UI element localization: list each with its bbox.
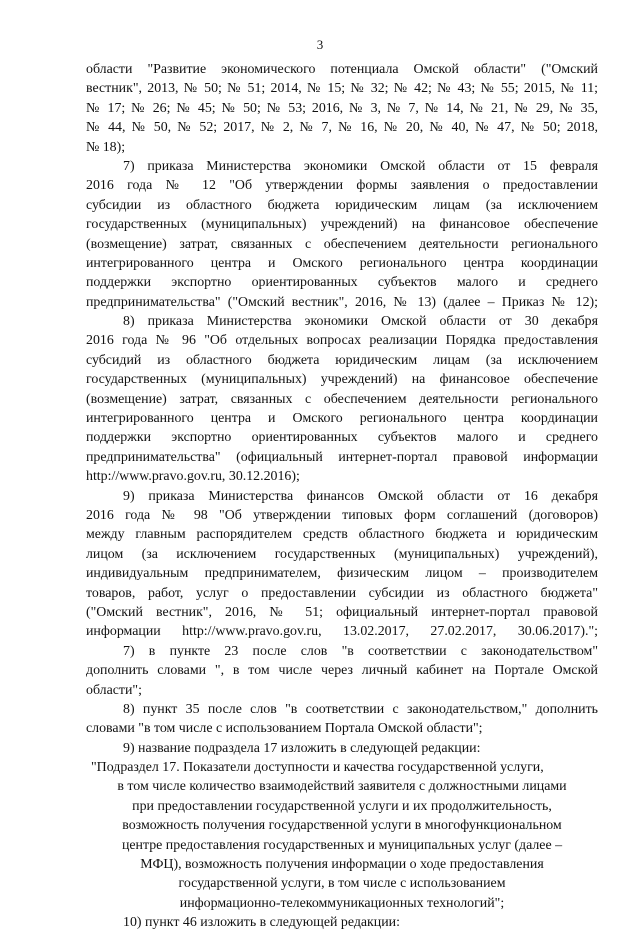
text-line: области "Развитие экономического потенциала Омской области" ("Омский [86,62,598,77]
text-line: интегрированного центра и Омского регионального центра координации [86,411,598,427]
text-line: предпринимательства" (официальный интернет-портал правовой информации [86,449,598,465]
text-line: лицом (за исключением государственных (муниципальных) учреждений), [86,546,598,562]
text-line: государственных (муниципальных) учреждений) на финансовое обеспечение [86,217,598,233]
text-line: возможность получения государственной услуги в многофункциональном [122,818,562,834]
text-line: 7) приказа Министерства экономики Омской области от 15 февраля [123,158,598,174]
text-line: ("Омский вестник", 2016, № 51; официальный интернет-портал правовой [86,604,598,620]
text-line: № 17; № 26; № 45; № 50; № 53; 2016, № 3, № 7, № 14, № 21, № 29, № 35, [86,100,598,116]
document-body [86,60,598,933]
text-line: субсидии из областного бюджета юридическим лицам (за исключением [86,197,598,213]
text-line: вестник", 2013, № 50; № 51; 2014, № 15; № 32; № 42; № 43; № 55; 2015, № 11; [86,81,598,97]
text-line: № 44, № 50, № 52; 2017, № 2, № 7, № 16, № 20, № 40, № 47, № 50; 2018, [86,120,598,136]
text-line: центре предоставления государственных и муниципальных услуг (далее – [121,837,563,853]
text-line: информационно-телекоммуникационных технологий"; [179,895,505,911]
text-line: области"; [86,682,142,698]
text-line: 9) приказа Министерства финансов Омской области от 16 декабря [123,488,598,504]
text-line: 10) пункт 46 изложить в следующей редакции: [123,915,400,931]
text-line: государственных (муниципальных) учреждений) на финансовое обеспечение [86,372,598,388]
text-line: (возмещение) затрат, связанных с обеспечением деятельности регионального [86,391,598,407]
text-line: субсидий из областного бюджета юридическим лицам (за исключением [86,352,598,368]
text-line: 8) приказа Министерства экономики Омской области от 30 декабря [123,314,598,330]
text-line: 2016 года № 12 "Об утверждении формы заявления о предоставлении [86,178,598,194]
text-line: 2016 года № 98 "Об утверждении типовых форм соглашений (договоров) [86,507,598,523]
text-line: http://www.pravo.gov.ru, 30.12.2016); [86,469,300,485]
text-line: 7) в пункте 23 после слов "в соответствии с законодательством" [123,643,598,659]
text-line: индивидуальным предпринимателем, физическим лицом – производителем [86,566,598,582]
text-line: государственной услуги, в том числе с использованием [178,876,506,892]
text-line: (возмещение) затрат, связанных с обеспечением деятельности регионального [86,236,598,252]
page-number: 3 [316,37,324,52]
text-line: 8) пункт 35 после слов "в соответствии с законодательством," дополнить [123,701,598,717]
text-line: между главным распорядителем средств областного бюджета и юридическим [86,527,598,543]
text-line: "Подраздел 17. Показатели доступности и качества государственной услуги, [91,760,544,776]
text-line: МФЦ), возможность получения информации о ходе предоставления [140,857,544,873]
text-line: 9) название подраздела 17 изложить в следующей редакции: [123,740,481,756]
text-line: дополнить словами ", в том числе через личный кабинет на Портале Омской [86,663,598,679]
text-line: 2016 года № 96 "Об отдельных вопросах реализации Порядка предоставления [86,333,598,349]
text-line: при предоставлении государственной услуги и их продолжительность, [132,798,552,814]
text-line: № 18); [86,139,126,155]
text-line: поддержки экспортно ориентированных субъектов малого и среднего [86,275,598,291]
text-line: в том числе количество взаимодействий заявителя с должностными лицами [117,779,567,795]
text-line: информации http://www.pravo.gov.ru, 13.02.2017, 27.02.2017, 30.06.2017)."; [86,624,598,640]
text-line: интегрированного центра и Омского регионального центра координации [86,255,598,271]
text-line: поддержки экспортно ориентированных субъектов малого и среднего [86,430,598,446]
text-line: словами "в том числе с использованием Портала Омской области"; [86,721,483,737]
text-line: товаров, работ, услуг о предоставлении субсидии из областного бюджета" [86,585,598,601]
text-line: предпринимательства" ("Омский вестник", 2016, № 13) (далее – Приказ № 12); [86,294,598,310]
